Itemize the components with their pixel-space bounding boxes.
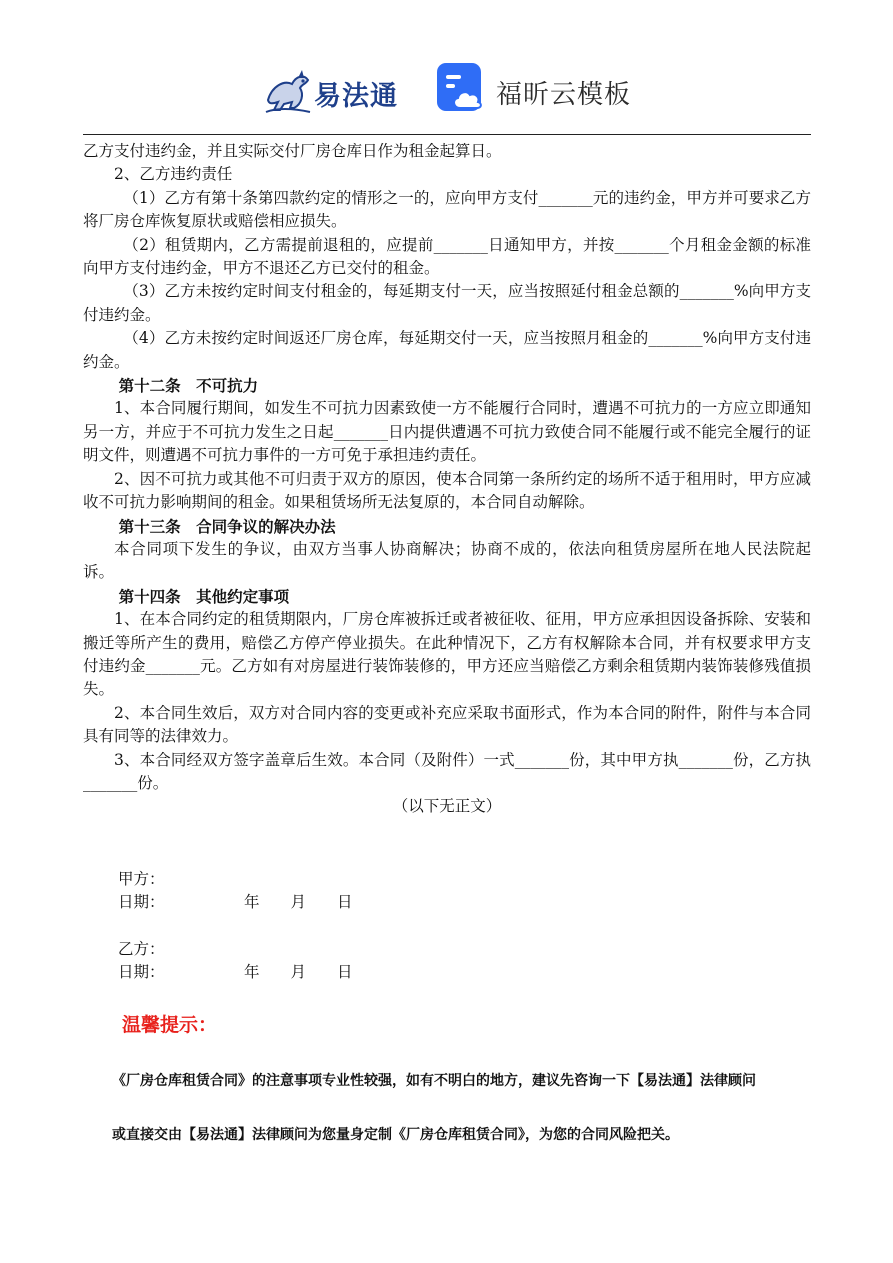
date-fields: 年 月 日: [244, 963, 353, 981]
paragraph: 乙方支付违约金，并且实际交付厂房仓库日作为租金起算日。: [83, 142, 502, 160]
end-of-text-note: （以下无正文）: [392, 797, 502, 816]
section-heading: 第十三条 合同争议的解决办法: [118, 516, 336, 536]
tips-line-1: 《厂房仓库租赁合同》的注意事项专业性较强，如有不明白的地方，建议先咨询一下【易法通】法律顾问: [112, 1073, 756, 1089]
paragraph: （3）乙方未按约定时间支付租金的，每延期支付一天，应当按照延付租金总额的_______%向甲方支付违约金。: [83, 282, 811, 324]
yifatong-logo: [262, 64, 414, 116]
paragraph: 3、本合同经双方签字盖章后生效。本合同（及附件）一式_______份，其中甲方执_______份，乙方执_______份。: [83, 750, 811, 792]
party-b-label: 乙方：: [118, 940, 165, 958]
paragraph: 本合同项下发生的争议，由双方当事人协商解决；协商不成的，依法向租赁房屋所在地人民法院起诉。: [83, 539, 811, 582]
paragraph: （2）租赁期内，乙方需提前退租的，应提前_______日通知甲方，并按_______个月租金金额的标准向甲方支付违约金，甲方不退还乙方已交付的租金。: [83, 235, 811, 278]
fuxin-template-logo: [436, 62, 636, 118]
party-a-label: 甲方：: [118, 870, 165, 888]
paragraph: （4）乙方未按约定时间返还厂房仓库，每延期交付一天，应当按照月租金的_______%向甲方支付违约金。: [83, 329, 811, 371]
logo2-text: 福昕云模板: [496, 80, 632, 110]
section-heading: 第十四条 其他约定事项: [118, 586, 290, 606]
date-fields: 年 月 日: [244, 893, 353, 911]
qilin-emblem-icon: [262, 64, 314, 116]
paragraph: 2、乙方违约责任: [114, 165, 233, 184]
paragraph: 1、在本合同约定的租赁期限内，厂房仓库被拆迁或者被征收、征用，甲方应承担因设备拆除、安装和搬迁等所产生的费用，赔偿乙方停产停业损失。在此种情况下，乙方有权解除本合同，并有权要求甲方支付违约金_______元。乙方如有对房屋进行装饰装修的，甲方还应当赔偿乙方剩余租赁期内装饰装修残值损失。: [83, 610, 811, 699]
logo1-text: 易法通: [314, 81, 398, 112]
paragraph: 2、因不可抗力或其他不可归责于双方的原因，使本合同第一条所约定的场所不适于租用时，甲方应减收不可抗力影响期间的租金。如果租赁场所无法复原的，本合同自动解除。: [83, 469, 811, 512]
paragraph: 1、本合同履行期间，如发生不可抗力因素致使一方不能履行合同时，遭遇不可抗力的一方应立即通知另一方，并应于不可抗力发生之日起_______日内提供遭遇不可抗力致使合同不能履行或不能完全履行的证明文件，则遭遇不可抗力事件的一方可免于承担违约责任。: [83, 399, 811, 465]
party-a-signature-block: [118, 868, 353, 914]
header-divider: [83, 134, 811, 135]
tips-title: 温馨提示：: [122, 1014, 218, 1036]
section-heading: 第十二条 不可抗力: [118, 376, 259, 396]
paragraph: （1）乙方有第十条第四款约定的情形之一的，应向甲方支付_______元的违约金，甲方并可要求乙方将厂房仓库恢复原状或赔偿相应损失。: [83, 188, 811, 231]
page-header: [0, 58, 893, 126]
party-b-signature-block: [118, 938, 353, 984]
tips-line-2: 或直接交由【易法通】法律顾问为您量身定制《厂房仓库租赁合同》，为您的合同风险把关。: [112, 1127, 679, 1143]
paragraph: 2、本合同生效后，双方对合同内容的变更或补充应采取书面形式，作为本合同的附件，附件与本合同具有同等的法律效力。: [83, 703, 811, 746]
cloud-document-icon: [436, 62, 486, 114]
date-label: 日期：: [118, 893, 165, 911]
date-label: 日期：: [118, 963, 165, 981]
contract-body: [83, 140, 811, 819]
